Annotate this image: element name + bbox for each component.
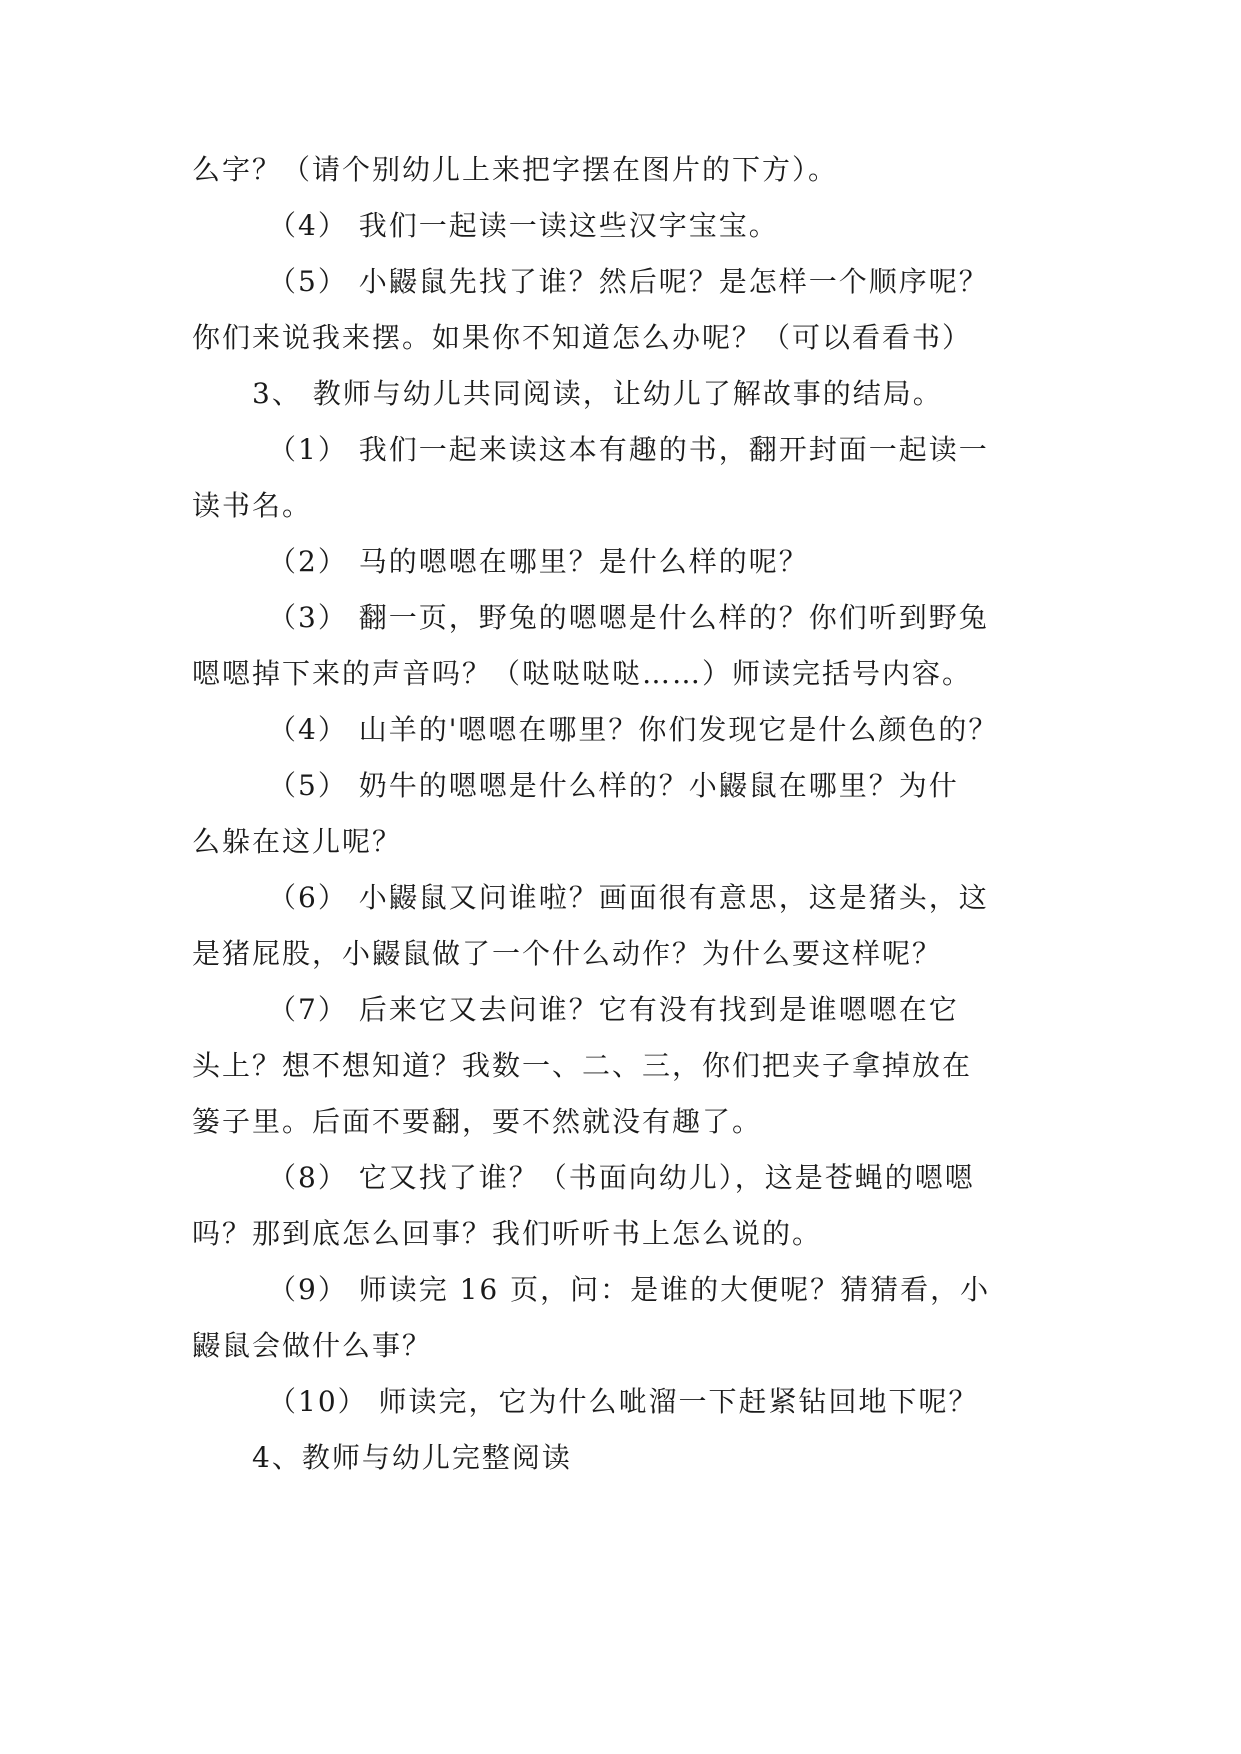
text-line-24: 4、教师与幼儿完整阅读	[252, 1441, 572, 1474]
text-line-10: 嗯嗯掉下来的声音吗？（哒哒哒哒……）师读完括号内容。	[192, 657, 973, 690]
text-line-4: 你们来说我来摆。如果你不知道怎么办呢？（可以看看书）	[192, 321, 973, 354]
text-line-9: （3） 翻一页，野兔的嗯嗯是什么样的？你们听到野兔	[268, 601, 989, 634]
text-line-22: 鼹鼠会做什么事？	[192, 1329, 433, 1362]
text-line-7: 读书名。	[192, 489, 313, 522]
text-line-18: 篓子里。后面不要翻，要不然就没有趣了。	[192, 1105, 763, 1138]
text-line-12: （5） 奶牛的嗯嗯是什么样的？小鼹鼠在哪里？为什	[268, 769, 959, 802]
text-line-16: （7） 后来它又去问谁？它有没有找到是谁嗯嗯在它	[268, 993, 959, 1026]
text-line-13: 么躲在这儿呢？	[192, 825, 403, 858]
text-line-20: 吗？那到底怎么回事？我们听听书上怎么说的。	[192, 1217, 823, 1250]
text-line-5: 3、 教师与幼儿共同阅读，让幼儿了解故事的结局。	[252, 377, 943, 410]
text-line-6: （1） 我们一起来读这本有趣的书，翻开封面一起读一	[268, 433, 989, 466]
text-line-3: （5） 小鼹鼠先找了谁？然后呢？是怎样一个顺序呢？	[268, 265, 989, 298]
text-line-15: 是猪屁股，小鼹鼠做了一个什么动作？为什么要这样呢？	[192, 937, 943, 970]
text-line-2: （4） 我们一起读一读这些汉字宝宝。	[268, 209, 779, 242]
text-line-23: （10） 师读完，它为什么呲溜一下赶紧钻回地下呢？	[268, 1385, 979, 1418]
text-line-19: （8） 它又找了谁？（书面向幼儿），这是苍蝇的嗯嗯	[268, 1161, 975, 1194]
text-line-17: 头上？想不想知道？我数一、二、三，你们把夹子拿掉放在	[192, 1049, 973, 1082]
text-line-1: 么字？（请个别幼儿上来把字摆在图片的下方）。	[192, 153, 839, 186]
text-line-21: （9） 师读完 16 页，问：是谁的大便呢？猜猜看，小	[268, 1273, 991, 1306]
text-line-11: （4） 山羊的'嗯嗯在哪里？你们发现它是什么颜色的？	[268, 713, 999, 746]
text-line-14: （6） 小鼹鼠又问谁啦？画面很有意思，这是猪头，这	[268, 881, 989, 914]
text-line-8: （2） 马的嗯嗯在哪里？是什么样的呢？	[268, 545, 809, 578]
